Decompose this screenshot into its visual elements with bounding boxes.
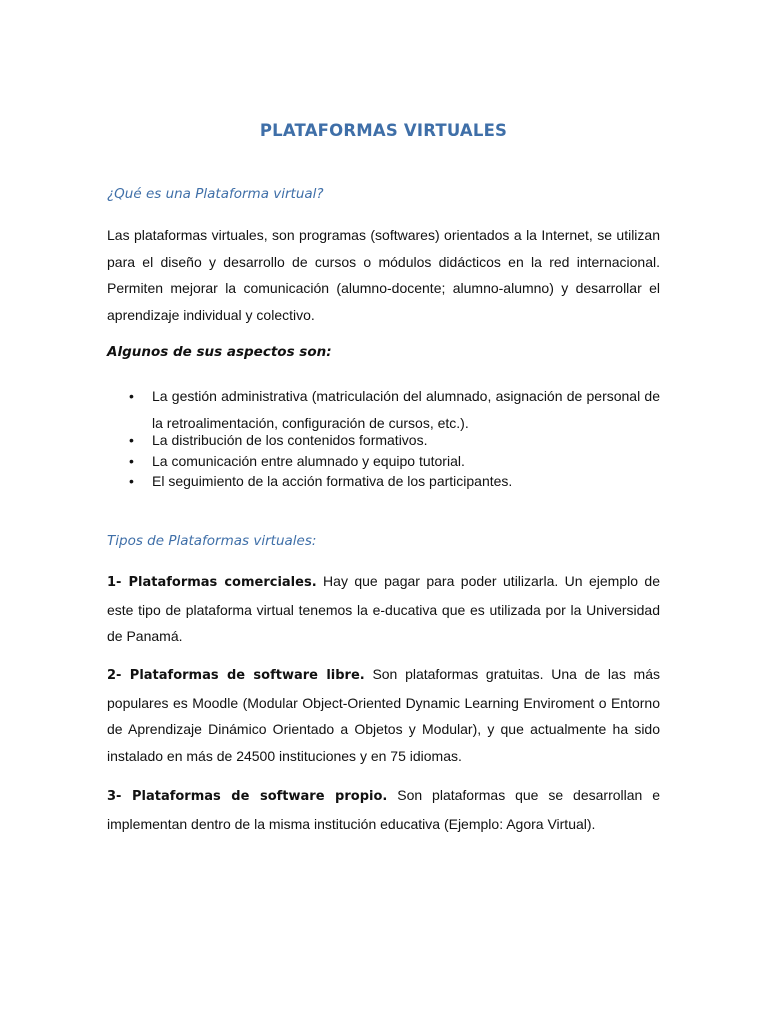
aspects-heading: Algunos de sus aspectos son: <box>107 344 332 360</box>
bullet-icon: • <box>129 388 134 404</box>
list-item-text: La distribución de los contenidos formativos. <box>152 432 428 448</box>
type-own-software-lead: 3- Plataformas de software propio. <box>107 789 388 804</box>
question-heading: ¿Qué es una Plataforma virtual? <box>107 186 324 202</box>
bullet-icon: • <box>129 432 134 448</box>
list-item <box>107 430 660 451</box>
types-heading: Tipos de Plataformas virtuales: <box>107 533 317 549</box>
bullet-icon: • <box>129 473 134 489</box>
type-free-software-paragraph <box>107 661 660 769</box>
type-commercial-paragraph <box>107 568 660 650</box>
document-title: PLATAFORMAS VIRTUALES <box>259 121 508 140</box>
list-item-text: La comunicación entre alumnado y equipo tutorial. <box>152 452 465 469</box>
type-free-software-lead: 2- Plataformas de software libre. <box>107 668 365 683</box>
type-commercial-text: Hay que pagar para poder utilizarla. Un ejemplo de este tipo de plataforma virtual tenemos la e-ducativa que es utilizada por la Universidad de Panamá. <box>107 573 660 644</box>
type-commercial-lead: 1- Plataformas comerciales. <box>107 575 317 590</box>
aspects-list <box>107 383 660 492</box>
list-item <box>107 471 660 492</box>
list-item <box>107 383 660 437</box>
intro-paragraph: Las plataformas virtuales, son programas (softwares) orientados a la Internet, se utilizan para el diseño y desarrollo de cursos o módulos didácticos en la red internacional. Permiten mejorar la comunicación (alumno-docente; alumno-alumno) y desarrollar el aprendizaje individual y colectivo. <box>107 227 660 323</box>
bullet-icon: • <box>129 452 134 469</box>
type-own-software-text: Son plataformas que se desarrollan e implementan dentro de la misma institución educativa (Ejemplo: Agora Virtual). <box>107 787 660 832</box>
list-item-text: El seguimiento de la acción formativa de los participantes. <box>152 473 513 489</box>
type-own-software-paragraph <box>107 782 660 837</box>
list-item <box>107 451 660 472</box>
list-item-text: La gestión administrativa (matriculación del alumnado, asignación de personal de la retroalimentación, configuración de cursos, etc.). <box>152 388 660 431</box>
type-free-software-text: Son plataformas gratuitas. Una de las más populares es Moodle (Modular Object-Oriented Dynamic Learning Enviroment o Entorno de Aprendizaje Dinámico Orientado a Objetos y Modular), y que actualmente ha sido instalado en más de 24500 instituciones y en 75 idiomas. <box>107 666 660 764</box>
